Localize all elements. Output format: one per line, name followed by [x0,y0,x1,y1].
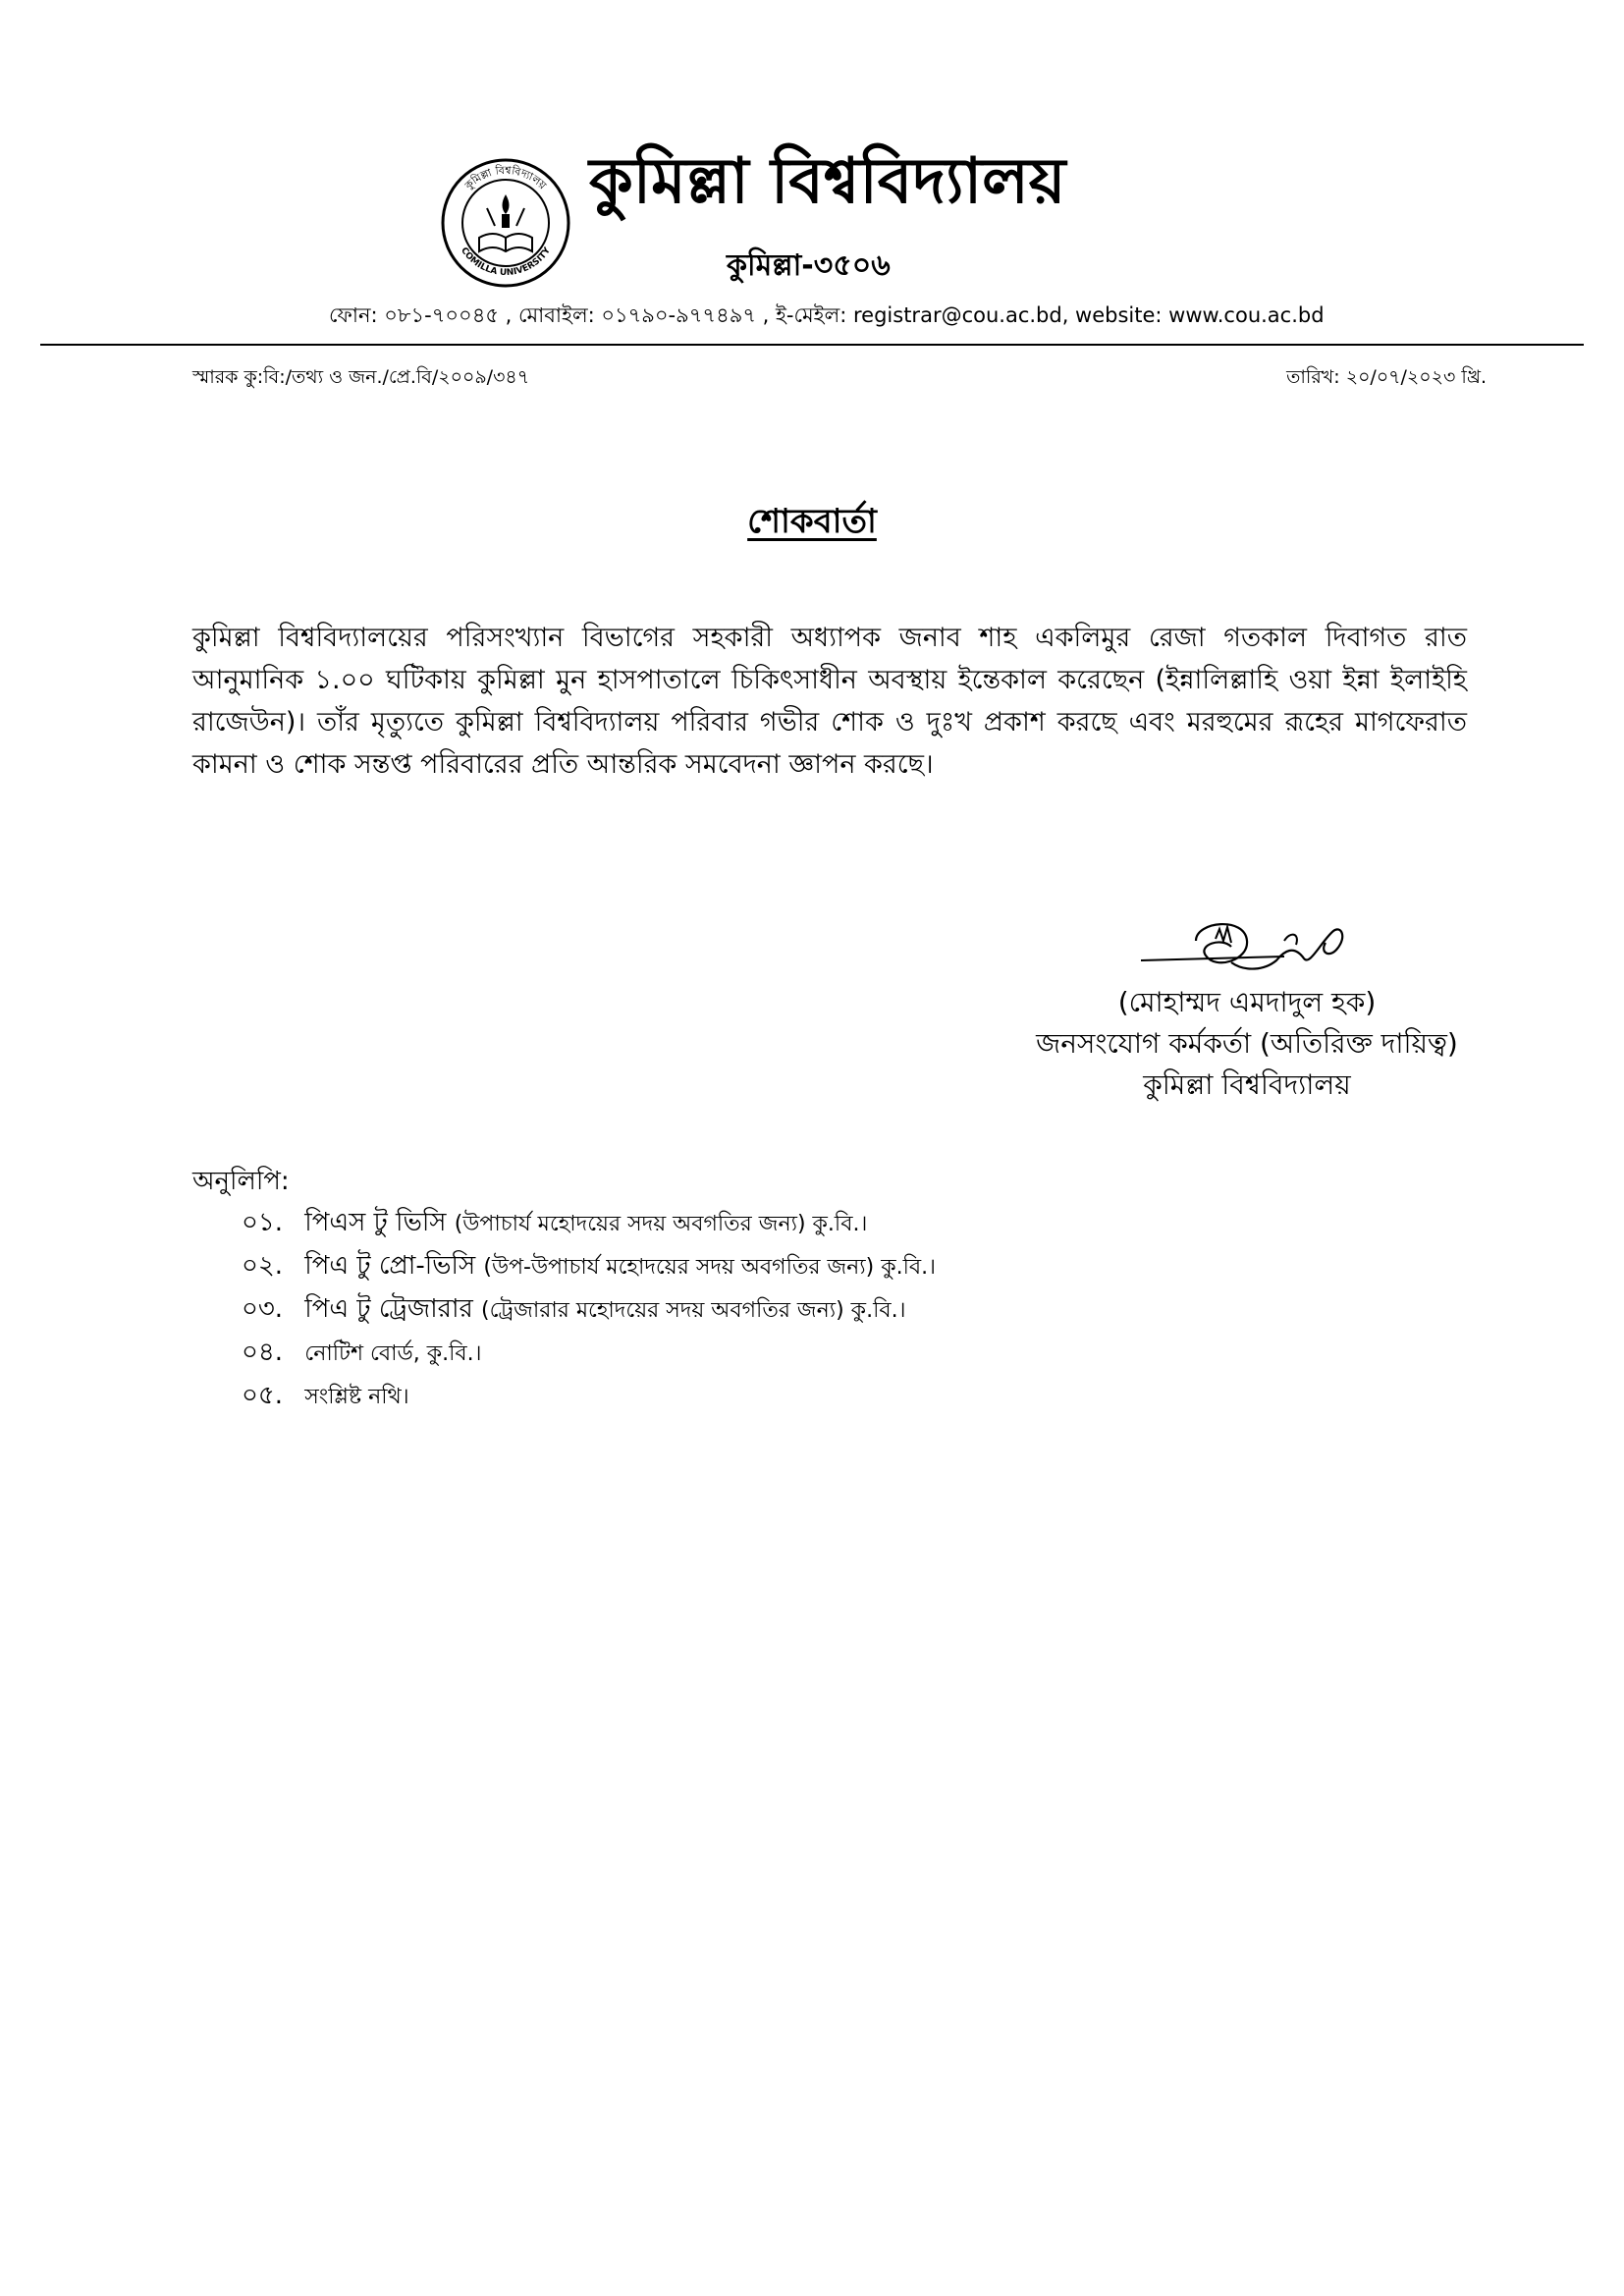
notice-title-text: শোকবার্তা [747,502,877,541]
copies-list [242,1202,936,1418]
list-item-recipient: পিএ টু ট্রেজারার [304,1294,473,1324]
list-item-number: ০৫. [242,1381,284,1410]
list-item [242,1375,936,1418]
list-item [242,1288,936,1332]
contact-line: ফোন: ০৮১-৭০০৪৫ , মোবাইল: ০১৭৯০-৯৭৭৪৯৭ , ই-মেইল: registrar@cou.ac.bd, website: www.cou.ac.bd [329,303,1325,327]
memo-date: তারিখ: ২০/০৭/২০২৩ খ্রি. [1286,366,1487,388]
signatory-name: (মোহাম্মদ এমদাদুল হক) [1117,986,1377,1018]
list-item [242,1332,936,1375]
university-seal-logo [440,157,571,289]
list-item-detail: (ট্রেজারার মহোদয়ের সদয় অবগতির জন্য) কু.বি.। [481,1298,906,1323]
handwritten-signature [1137,902,1363,990]
university-address: কুমিল্লা-৩৫০৬ [727,248,891,283]
seal-bottom-text: COMILLA UNIVERSITY [459,246,553,279]
header-divider [40,344,1584,346]
list-item-detail: (উপাচার্য মহোদয়ের সদয় অবগতির জন্য) কু.বি.। [454,1212,868,1236]
list-item-number: ০১. [242,1208,284,1237]
memo-reference: স্মারক কু:বি:/তথ্য ও জন./প্রে.বি/২০০৯/৩৪৭ [192,366,530,388]
list-item-recipient: পিএ টু প্রো-ভিসি [304,1251,476,1281]
signatory-block [1011,982,1483,1106]
list-item-detail: (উপ-উপাচার্য মহোদয়ের সদয় অবগতির জন্য) কু.বি.। [483,1255,937,1280]
list-item [242,1245,936,1288]
notice-title [0,496,1624,552]
signatory-designation: জনসংযোগ কর্মকর্তা (অতিরিক্ত দায়িত্ব) [1036,1027,1458,1060]
list-item-number: ০৪. [242,1338,284,1367]
signatory-institution: কুমিল্লা বিশ্ববিদ্যালয় [1143,1068,1351,1101]
list-item-detail: নোটিশ বোর্ড, কু.বি.। [304,1341,482,1366]
list-item-detail: সংশ্লিষ্ট নথি। [304,1385,409,1409]
list-item [242,1202,936,1245]
list-item-number: ০৩. [242,1294,284,1324]
copies-heading: অনুলিপি: [192,1167,290,1196]
list-item-recipient: পিএস টু ভিসি [304,1208,447,1237]
list-item-number: ০২. [242,1251,284,1281]
seal-top-text: কুমিল্লা বিশ্ববিদ্যালয় [462,163,550,192]
condolence-body: কুমিল্লা বিশ্ববিদ্যালয়ের পরিসংখ্যান বিভাগের সহকারী অধ্যাপক জনাব শাহ একলিমুর রেজা গতকাল দিবাগত রাত আনুমানিক ১.০০ ঘটিকায় কুমিল্লা মুন হাসপাতালে চিকিৎসাধীন অবস্থায় ইন্তেকাল করেছেন (ইন্নালিল্লাহি ওয়া ইন্না ইলাইহি রাজেউন)। তাঁর মৃত্যুতে কুমিল্লা বিশ্ববিদ্যালয় পরিবার গভীর শোক ও দুঃখ প্রকাশ করছে এবং মরহুমের রূহের মাগফেরাত কামনা ও শোক সন্তপ্ত পরিবারের প্রতি আন্তরিক সমবেদনা জ্ঞাপন করছে। [192,623,1467,780]
university-name: কুমিল্লা বিশ্ববিদ্যালয় [589,145,1066,218]
